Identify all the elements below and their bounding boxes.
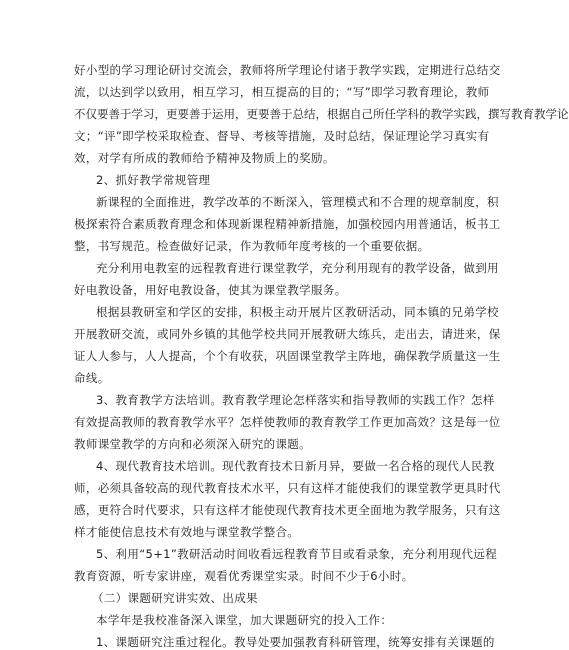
text-line: 充分利用电教室的远程教育进行课堂教学，充分利用现有的教学设备，做到用 <box>96 261 499 275</box>
text-line: 整，书写规范。检查做好记录，作为教师年度考核的一个重要依据。 <box>74 239 430 253</box>
text-line: 教育资源，听专家讲座，观看优秀课堂实录。时间不少于6小时。 <box>74 569 414 583</box>
text-line: 师，必须具备较高的现代教育技术水平，只有这样才能使我们的课堂教学更具时代 <box>74 481 501 495</box>
text-line: 命线。 <box>74 371 110 385</box>
text-line: 证人人参与，人人提高，个个有收获，巩固课堂教学主阵地，确保教学质量这一生 <box>74 349 501 363</box>
text-line: 3、教育教学方法培训。教育教学理论怎样落实和指导教师的实践工作？怎样 <box>96 393 495 407</box>
text-line: 根据县教研室和学区的安排，积极主动开展片区教研活动，同本镇的兄弟学校 <box>96 305 499 319</box>
text-line: 好小型的学习理论研讨交流会，教师将所学理论付诸于教学实践，定期进行总结交 <box>74 63 501 77</box>
text-line: 本学年是我校准备深入课堂，加大课题研究的投入工作： <box>96 613 393 627</box>
text-line: 1、课题研究注重过程化。教导处要加强教育科研管理，统筹安排有关课题的 <box>96 635 495 649</box>
text-line: 有效提高教师的教育教学水平？怎样使教师的教育教学工作更加高效？这是每一位 <box>74 415 501 429</box>
text-line: 教师课堂教学的方向和必须深入研究的课题。 <box>74 437 311 451</box>
text-line: 开展教研交流，或同外乡镇的其他学校共同开展教研大练兵，走出去，请进来，保 <box>74 327 501 341</box>
text-line: 5、利用“5+1”教研活动时间收看远程教育节目或看录象，充分利用现代远程 <box>96 547 498 561</box>
section-heading: （二）课题研究讲实效、出成果 <box>92 591 258 605</box>
section-heading: 2、抓好教学常规管理 <box>96 173 211 187</box>
text-line: 不仅要善于学习，更要善于运用，更要善于总结，根据自己所任学科的教学实践，撰写教育教学论 <box>74 107 569 121</box>
text-line: 好电教设备，用好电教设备，使其为课堂教学服务。 <box>74 283 347 297</box>
text-line: 效，对学有所成的教师给予精神及物质上的奖励。 <box>74 151 335 165</box>
text-line: 4、现代教育技术培训。现代教育技术日新月异，要做一名合格的现代人民教 <box>96 459 495 473</box>
text-line: 文；“评”即学校采取检查、督导、考核等措施，及时总结，保证理论学习真实有 <box>74 129 490 143</box>
text-line: 极探索符合素质教育理念和体现新课程精神新措施，加强校园内用普通话，板书工 <box>74 217 501 231</box>
text-line: 流，以达到学以致用，相互学习，相互提高的目的；“写”即学习教育理论，教师 <box>74 85 490 99</box>
text-line: 样才能使信息技术有效地与课堂教学整合。 <box>74 525 300 539</box>
text-line: 感，更符合时代要求，只有这样才能使现代教育技术更全面地为教学服务，只有这 <box>74 503 501 517</box>
text-line: 新课程的全面推进，教学改革的不断深入，管理模式和不合理的规章制度，积 <box>96 195 499 209</box>
